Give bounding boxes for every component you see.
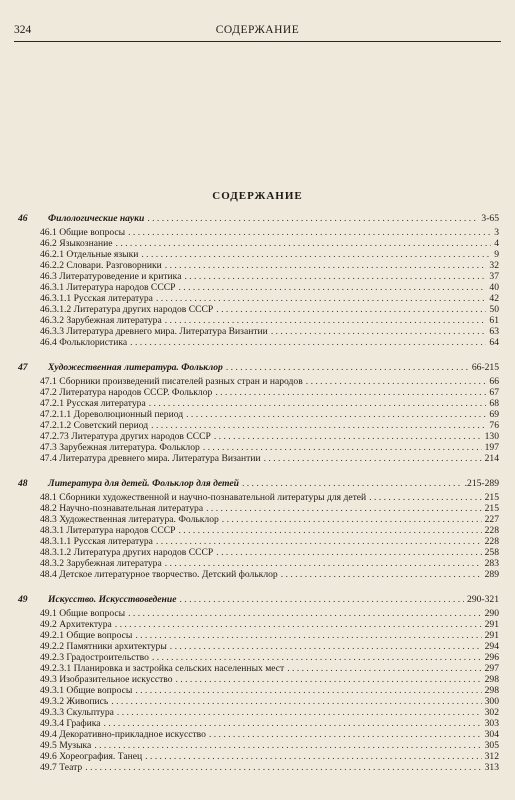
page-number: 324	[14, 24, 32, 36]
dot-leader	[111, 696, 481, 707]
dot-leader	[85, 762, 481, 773]
toc-entry	[18, 420, 499, 431]
toc-entry	[18, 663, 499, 674]
entry-code: 49.2.1	[40, 630, 64, 641]
dot-leader	[141, 249, 491, 260]
entry-title: Словари. Разговорники	[66, 260, 162, 271]
entry-title: Скульптура	[66, 707, 114, 718]
dot-leader	[178, 282, 486, 293]
toc-entry	[18, 696, 499, 707]
entry-page: 289	[484, 569, 499, 580]
entry-title: Детское литературное творчество. Детский фольклор	[59, 569, 278, 580]
entry-title: Общие вопросы	[66, 685, 133, 696]
entry-page: 291	[484, 619, 499, 630]
dot-leader	[128, 227, 491, 238]
entry-label	[40, 442, 200, 453]
entry-page: 291	[484, 630, 499, 641]
entry-title: Фольклористика	[59, 337, 128, 348]
entry-label	[40, 431, 211, 442]
toc-entry	[18, 492, 499, 503]
entry-title: Литература других народов СССР	[73, 304, 214, 315]
entry-title: Общие вопросы	[59, 227, 126, 238]
entry-label	[40, 740, 91, 751]
entry-page: 298	[484, 674, 499, 685]
entry-page: 227	[484, 514, 499, 525]
entry-page: 313	[484, 762, 499, 773]
entry-page: 3	[494, 227, 499, 238]
entry-title: Литературоведение и критика	[59, 271, 182, 282]
dot-leader	[209, 729, 482, 740]
entry-code: 46.3.1	[40, 282, 64, 293]
entry-label	[40, 514, 219, 525]
entry-code: 49.3.4	[40, 718, 64, 729]
toc-entry	[18, 608, 499, 619]
entry-label	[40, 293, 153, 304]
dot-leader	[179, 593, 464, 607]
entry-title: Литература древнего мира. Литература Византии	[59, 453, 261, 464]
entry-page: 4	[494, 238, 499, 249]
header-rule	[14, 41, 501, 42]
toc-entry	[18, 740, 499, 751]
entry-code: 46.1	[40, 227, 57, 238]
entry-code: 48.3.2	[40, 558, 64, 569]
toc-entry	[18, 751, 499, 762]
toc-entry	[18, 271, 499, 282]
dot-leader	[165, 558, 482, 569]
running-header	[14, 24, 501, 40]
toc-entry	[18, 337, 499, 348]
entry-label	[40, 227, 125, 238]
toc-entry	[18, 652, 499, 663]
toc-entry	[18, 398, 499, 409]
entry-page: 67	[489, 387, 499, 398]
entry-code: 47.2.1.1	[40, 409, 72, 420]
dot-leader	[214, 431, 482, 442]
toc-entry	[18, 304, 499, 315]
entry-page: 37	[489, 271, 499, 282]
entry-title: Литература народов СССР	[66, 282, 176, 293]
entry-page: 258	[484, 547, 499, 558]
entry-title: Литература древнего мира. Литература Византии	[66, 326, 268, 337]
entry-title: Декоративно-прикладное искусство	[59, 729, 206, 740]
entry-page: 214	[484, 453, 499, 464]
dot-leader	[203, 442, 482, 453]
section-label	[18, 593, 176, 607]
entry-code: 48.3.1.2	[40, 547, 72, 558]
entry-code: 49.4	[40, 729, 57, 740]
entry-label	[40, 630, 132, 641]
entry-label	[40, 525, 175, 536]
entry-page: 304	[484, 729, 499, 740]
entry-code: 49.7	[40, 762, 57, 773]
toc-entry	[18, 503, 499, 514]
entry-title: Научно-познавательная литература	[59, 503, 204, 514]
entry-label	[40, 249, 138, 260]
entry-page: 197	[484, 442, 499, 453]
toc-entry	[18, 249, 499, 260]
entry-page: 64	[489, 337, 499, 348]
dot-leader	[369, 492, 481, 503]
entry-label	[40, 238, 113, 249]
entry-label	[40, 315, 162, 326]
entry-code: 46.2.1	[40, 249, 64, 260]
dot-leader	[271, 326, 487, 337]
dot-leader	[216, 547, 481, 558]
entry-label	[40, 674, 173, 685]
dot-leader	[165, 260, 487, 271]
toc-entry	[18, 282, 499, 293]
dot-leader	[242, 477, 462, 491]
entry-title: Литература других народов СССР	[73, 547, 214, 558]
entry-code: 46.3	[40, 271, 57, 282]
section-code: 49	[18, 594, 28, 605]
entry-code: 48.4	[40, 569, 57, 580]
entry-page: 40	[489, 282, 499, 293]
entry-label	[40, 420, 148, 431]
entry-code: 46.3.1.2	[40, 304, 72, 315]
entry-page: 294	[484, 641, 499, 652]
toc-entry	[18, 525, 499, 536]
section-title: Художественная литература. Фольклор	[48, 362, 223, 373]
entry-code: 46.2	[40, 238, 57, 249]
section-heading	[18, 593, 499, 607]
entry-title: Театр	[59, 762, 83, 773]
dot-leader	[115, 619, 482, 630]
running-title: СОДЕРЖАНИЕ	[215, 24, 300, 36]
entry-page: 296	[484, 652, 499, 663]
entry-label	[40, 326, 268, 337]
dot-leader	[117, 707, 482, 718]
entry-page: 312	[484, 751, 499, 762]
toc-entry	[18, 376, 499, 387]
section-title: Филологические науки	[48, 213, 145, 224]
toc-entry	[18, 260, 499, 271]
entry-label	[40, 453, 261, 464]
entry-code: 47.3	[40, 442, 57, 453]
dot-leader	[226, 361, 469, 375]
entry-page: 302	[484, 707, 499, 718]
entry-page: 50	[489, 304, 499, 315]
entry-page: 215	[484, 503, 499, 514]
entry-page: 68	[489, 398, 499, 409]
entry-title: Сборники художественной и научно-познавательной литературы для детей	[59, 492, 367, 503]
toc-entry	[18, 387, 499, 398]
dot-leader	[170, 641, 482, 652]
dot-leader	[156, 536, 482, 547]
entry-title: Литература народов СССР. Фольклор	[59, 387, 213, 398]
entry-label	[40, 641, 167, 652]
dot-leader	[152, 652, 482, 663]
entry-label	[40, 387, 212, 398]
toc-entry	[18, 293, 499, 304]
entry-title: Живопись	[66, 696, 109, 707]
entry-page: 42	[489, 293, 499, 304]
toc-entry	[18, 718, 499, 729]
toc-entry	[18, 674, 499, 685]
entry-code: 47.4	[40, 453, 57, 464]
entry-code: 47.2.1	[40, 398, 64, 409]
table-of-contents	[18, 212, 499, 786]
section-title: Литература для детей. Фольклор для детей	[48, 478, 239, 489]
entry-page: 130	[484, 431, 499, 442]
dot-leader	[222, 514, 482, 525]
entry-title: Градостроительство	[66, 652, 149, 663]
section-pages: 3-65	[481, 213, 499, 224]
entry-title: Дореволюционный период	[73, 409, 184, 420]
entry-label	[40, 271, 181, 282]
entry-code: 49.2.3.1	[40, 663, 72, 674]
entry-code: 49.1	[40, 608, 57, 619]
entry-title: Зарубежная литература. Фольклор	[59, 442, 200, 453]
entry-code: 47.2.1.2	[40, 420, 72, 431]
entry-label	[40, 652, 149, 663]
toc-entry	[18, 729, 499, 740]
section-heading	[18, 212, 499, 226]
entry-label	[40, 608, 125, 619]
dot-leader	[135, 630, 481, 641]
dot-leader	[156, 293, 486, 304]
entry-code: 46.3.3	[40, 326, 64, 337]
dot-leader	[206, 503, 482, 514]
entry-title: Общие вопросы	[59, 608, 126, 619]
section-pages: 290-321	[467, 594, 499, 605]
entry-page: 66	[489, 376, 499, 387]
entry-label	[40, 260, 162, 271]
dot-leader	[151, 420, 486, 431]
dot-leader	[184, 271, 486, 282]
toc-entry	[18, 431, 499, 442]
entry-page: 76	[489, 420, 499, 431]
toc-section	[18, 593, 499, 773]
entry-code: 47.2.73	[40, 431, 69, 442]
dot-leader	[116, 238, 492, 249]
entry-label	[40, 685, 132, 696]
entry-code: 48.3.1	[40, 525, 64, 536]
dot-leader	[147, 212, 478, 226]
section-title: Искусство. Искусствоведение	[48, 594, 177, 605]
section-label	[18, 361, 223, 375]
toc-entry	[18, 315, 499, 326]
entry-title: Зарубежная литература	[66, 558, 162, 569]
toc-entry	[18, 641, 499, 652]
toc-entry	[18, 558, 499, 569]
entry-code: 49.6	[40, 751, 57, 762]
entry-title: Сборники произведений писателей разных стран и народов	[59, 376, 303, 387]
entry-label	[40, 547, 213, 558]
dot-leader	[128, 608, 481, 619]
toc-title: СОДЕРЖАНИЕ	[212, 190, 303, 202]
entry-page: 283	[484, 558, 499, 569]
section-code: 48	[18, 478, 28, 489]
entry-code: 47.2	[40, 387, 57, 398]
dot-leader	[104, 718, 482, 729]
dot-leader	[149, 398, 487, 409]
entry-title: Литература народов СССР	[66, 525, 176, 536]
toc-entry	[18, 514, 499, 525]
dot-leader	[216, 304, 486, 315]
entry-title: Планировка и застройка сельских населенных мест	[73, 663, 285, 674]
toc-entry	[18, 238, 499, 249]
dot-leader	[94, 740, 481, 751]
entry-title: Архитектура	[59, 619, 112, 630]
entry-label	[40, 492, 366, 503]
entry-code: 48.3.1.1	[40, 536, 72, 547]
toc-section	[18, 212, 499, 348]
entry-code: 49.2	[40, 619, 57, 630]
entry-code: 49.2.2	[40, 641, 64, 652]
entry-page: 228	[484, 536, 499, 547]
entry-label	[40, 663, 284, 674]
toc-entry	[18, 227, 499, 238]
entry-title: Языкознание	[59, 238, 113, 249]
toc-entry	[18, 707, 499, 718]
dot-leader	[165, 315, 487, 326]
entry-page: 63	[489, 326, 499, 337]
entry-title: Графика	[66, 718, 101, 729]
dot-leader	[287, 663, 481, 674]
dot-leader	[178, 525, 481, 536]
entry-code: 47.1	[40, 376, 57, 387]
toc-entry	[18, 630, 499, 641]
entry-title: Отдельные языки	[66, 249, 139, 260]
entry-code: 46.3.2	[40, 315, 64, 326]
toc-entry	[18, 569, 499, 580]
entry-label	[40, 558, 162, 569]
entry-page: 228	[484, 525, 499, 536]
entry-code: 49.3.2	[40, 696, 64, 707]
entry-page: 9	[494, 249, 499, 260]
entry-code: 46.4	[40, 337, 57, 348]
entry-label	[40, 503, 203, 514]
section-heading	[18, 477, 499, 491]
entry-label	[40, 707, 114, 718]
section-label	[18, 212, 144, 226]
entry-page: 300	[484, 696, 499, 707]
entry-label	[40, 304, 213, 315]
entry-title: Общие вопросы	[66, 630, 133, 641]
entry-page: 32	[489, 260, 499, 271]
entry-title: Музыка	[59, 740, 92, 751]
entry-page: 61	[489, 315, 499, 326]
entry-code: 49.5	[40, 740, 57, 751]
toc-entry	[18, 547, 499, 558]
section-code: 47	[18, 362, 28, 373]
entry-code: 48.2	[40, 503, 57, 514]
entry-page: 298	[484, 685, 499, 696]
section-pages: .215-289	[464, 478, 499, 489]
entry-code: 49.3.3	[40, 707, 64, 718]
entry-page: 303	[484, 718, 499, 729]
entry-label	[40, 409, 183, 420]
section-pages: 66-215	[471, 362, 499, 373]
toc-entry	[18, 619, 499, 630]
entry-title: Изобразительное искусство	[59, 674, 173, 685]
entry-label	[40, 762, 82, 773]
entry-label	[40, 337, 127, 348]
entry-code: 49.3.1	[40, 685, 64, 696]
entry-code: 49.2.3	[40, 652, 64, 663]
dot-leader	[215, 387, 486, 398]
entry-code: 46.3.1.1	[40, 293, 72, 304]
entry-label	[40, 751, 142, 762]
entry-page: 305	[484, 740, 499, 751]
toc-entry	[18, 453, 499, 464]
entry-code: 48.3	[40, 514, 57, 525]
entry-page: 215	[484, 492, 499, 503]
toc-section	[18, 477, 499, 580]
entry-title: Хореография. Танец	[59, 751, 143, 762]
section-label	[18, 477, 239, 491]
entry-label	[40, 282, 175, 293]
dot-leader	[186, 409, 486, 420]
toc-entry	[18, 442, 499, 453]
entry-label	[40, 536, 153, 547]
dot-leader	[281, 569, 482, 580]
entry-label	[40, 729, 206, 740]
toc-section	[18, 361, 499, 464]
entry-page: 69	[489, 409, 499, 420]
toc-entry	[18, 536, 499, 547]
toc-entry	[18, 409, 499, 420]
dot-leader	[145, 751, 481, 762]
entry-title: Литература других народов СССР	[71, 431, 211, 442]
entry-label	[40, 718, 101, 729]
dot-leader	[264, 453, 482, 464]
dot-leader	[130, 337, 486, 348]
entry-code: 49.3	[40, 674, 57, 685]
toc-entry	[18, 685, 499, 696]
entry-page: 297	[484, 663, 499, 674]
entry-title: Зарубежная литература	[66, 315, 162, 326]
dot-leader	[135, 685, 481, 696]
entry-title: Русская литература	[66, 398, 146, 409]
entry-label	[40, 696, 108, 707]
entry-title: Памятники архитектуры	[66, 641, 167, 652]
entry-label	[40, 569, 278, 580]
entry-title: Русская литература	[73, 536, 153, 547]
entry-title: Русская литература	[73, 293, 153, 304]
section-code: 46	[18, 213, 28, 224]
toc-entry	[18, 326, 499, 337]
entry-code: 48.1	[40, 492, 57, 503]
toc-entry	[18, 762, 499, 773]
entry-label	[40, 398, 146, 409]
entry-title: Советский период	[73, 420, 149, 431]
dot-leader	[176, 674, 482, 685]
dot-leader	[306, 376, 487, 387]
entry-page: 290	[484, 608, 499, 619]
entry-code: 46.2.2	[40, 260, 64, 271]
section-heading	[18, 361, 499, 375]
entry-title: Художественная литература. Фольклор	[59, 514, 219, 525]
entry-label	[40, 619, 112, 630]
entry-label	[40, 376, 303, 387]
